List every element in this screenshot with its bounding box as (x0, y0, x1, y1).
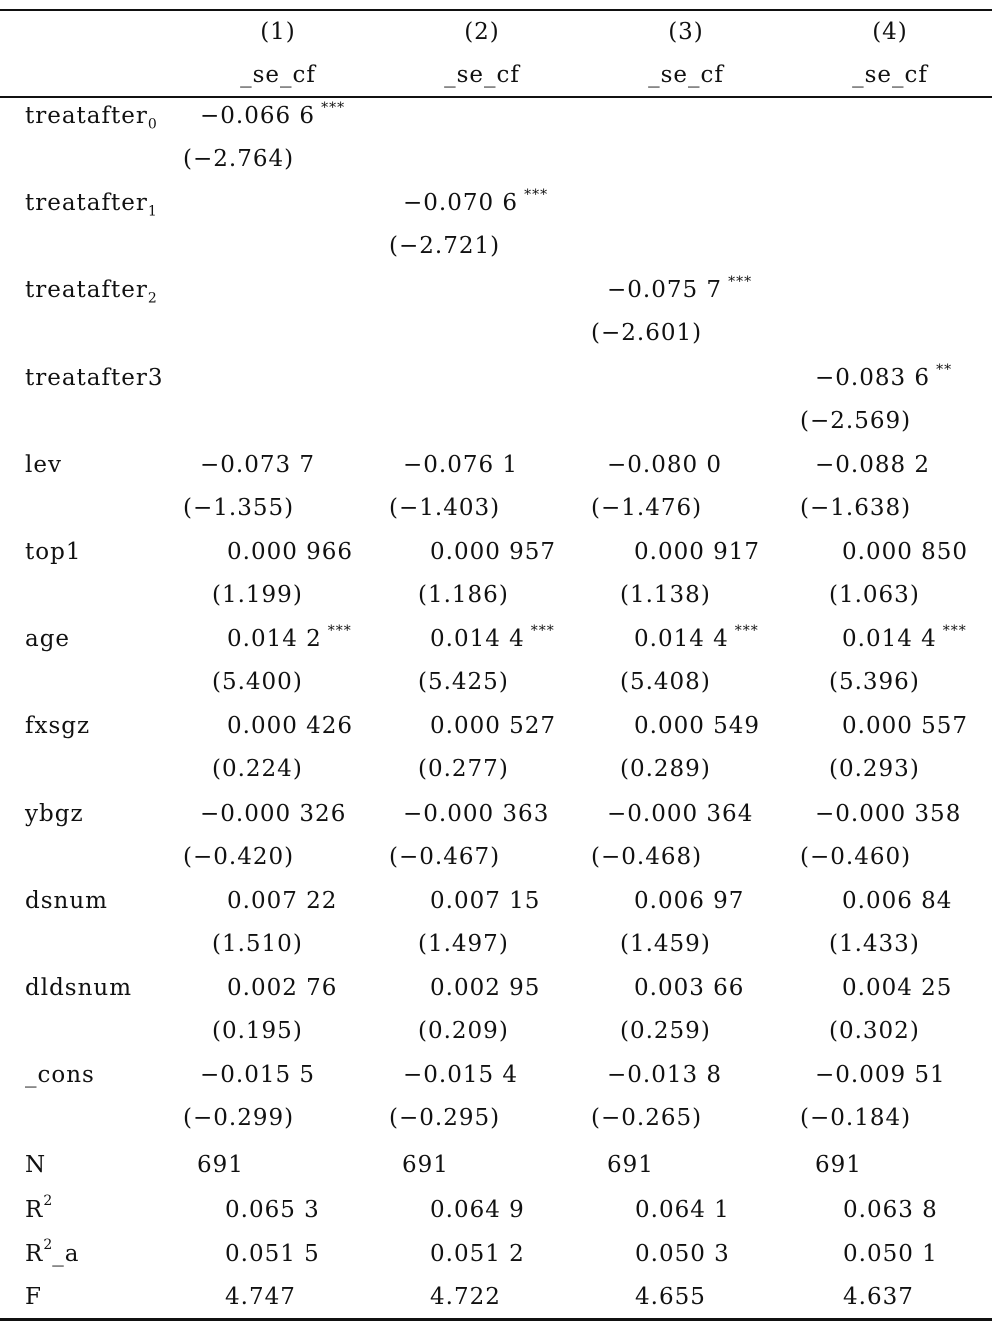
t-statistic: (0.302) (829, 1018, 920, 1044)
t-statistic: (−0.184) (800, 1105, 912, 1132)
stat-value: 0.065 3 (225, 1197, 320, 1223)
coefficient-cell (842, 968, 952, 1008)
t-statistic: (1.186) (418, 582, 509, 608)
column-number: (1) (260, 19, 296, 45)
variable-label: dldsnum (25, 975, 133, 1001)
t-statistic: (5.408) (620, 669, 711, 696)
coefficient-value: −0.000 363 (403, 800, 550, 827)
t-statistic: (0.277) (418, 756, 509, 783)
stat-label (25, 1234, 79, 1274)
coefficient-value: 0.014 4 (634, 626, 729, 653)
coefficient-value: −0.075 7 (607, 277, 723, 304)
coefficient-value: −0.070 6 (403, 190, 519, 217)
stat-value: 691 (607, 1152, 654, 1178)
significance-stars: ** (936, 361, 953, 378)
t-statistic: (0.195) (212, 1018, 303, 1044)
dependent-variable: _se_cf (240, 62, 316, 88)
variable-label: top1 (25, 539, 82, 565)
significance-stars: *** (327, 623, 352, 640)
coefficient-cell (815, 358, 952, 398)
t-statistic: (−0.299) (183, 1105, 295, 1132)
coefficient-value: 0.000 957 (430, 539, 557, 565)
coefficient-cell (607, 270, 752, 310)
variable-label: treatafter$_1$ (25, 190, 157, 220)
stat-value: 691 (402, 1152, 449, 1178)
variable-label: lev (25, 451, 62, 478)
variable-subscript: 2 (147, 290, 157, 307)
significance-stars: *** (530, 623, 555, 640)
t-statistic: (0.259) (620, 1018, 711, 1044)
significance-stars: *** (321, 100, 346, 116)
coefficient-cell (634, 968, 744, 1008)
significance-stars: *** (728, 274, 753, 291)
coefficient-value: 0.006 97 (634, 887, 745, 914)
coefficient-value: −0.080 0 (607, 451, 723, 478)
stat-value: 0.050 1 (843, 1241, 938, 1267)
coefficient-value: −0.066 6 (200, 103, 316, 129)
coefficient-cell (200, 1055, 315, 1095)
coefficient-cell (634, 706, 760, 746)
variable-label: treatafter$_2$ (25, 277, 157, 307)
coefficient-value: 0.007 22 (227, 887, 338, 914)
coefficient-value: 0.003 66 (634, 975, 745, 1001)
stat-value: 4.655 (635, 1284, 706, 1310)
coefficient-value: −0.083 6 (815, 364, 931, 391)
coefficient-value: −0.000 364 (607, 800, 754, 827)
stat-label-text: R (25, 1241, 44, 1267)
t-statistic: (1.199) (212, 582, 303, 608)
stat-value: 691 (197, 1152, 244, 1178)
coefficient-value: 0.000 966 (227, 539, 354, 565)
coefficient-cell (634, 532, 760, 572)
stat-value: 4.747 (225, 1284, 296, 1310)
dependent-variable: _se_cf (852, 62, 928, 88)
column-number: (2) (464, 19, 500, 45)
coefficient-value: 0.002 76 (227, 975, 338, 1001)
t-statistic: (−2.569) (800, 407, 912, 434)
variable-label: dsnum (25, 887, 108, 914)
t-statistic: (5.396) (829, 669, 920, 696)
coefficient-value: −0.000 358 (815, 800, 962, 827)
variable-label: treatafter3 (25, 364, 164, 391)
coefficient-cell (815, 445, 930, 485)
t-statistic: (−0.468) (591, 843, 703, 870)
coefficient-cell (634, 619, 759, 659)
coefficient-cell (403, 1055, 518, 1095)
stat-value: 4.722 (430, 1284, 501, 1310)
coefficient-cell (607, 1055, 722, 1095)
coefficient-value: 0.000 426 (227, 713, 354, 740)
stat-value: 0.064 1 (635, 1197, 730, 1223)
t-statistic: (−2.721) (389, 233, 501, 260)
t-statistic: (0.209) (418, 1018, 509, 1044)
t-statistic: (1.138) (620, 582, 711, 608)
t-statistic: (−0.460) (800, 843, 912, 870)
t-statistic: (−0.420) (183, 843, 295, 870)
coefficient-value: 0.014 4 (430, 626, 525, 653)
coefficient-cell (403, 445, 518, 485)
coefficient-cell (607, 794, 753, 834)
stat-value: 0.051 2 (430, 1241, 525, 1267)
coefficient-cell (430, 706, 556, 746)
t-statistic: (−1.355) (183, 494, 295, 521)
coefficient-value: 0.000 549 (634, 713, 761, 740)
stat-value: 0.050 3 (635, 1241, 730, 1267)
coefficient-value: 0.000 557 (842, 713, 969, 740)
coefficient-value: 0.007 15 (430, 887, 541, 914)
stat-label-text: N (25, 1152, 47, 1178)
coefficient-value: −0.076 1 (403, 451, 519, 478)
t-statistic: (0.293) (829, 756, 920, 783)
significance-stars: *** (942, 623, 967, 640)
coefficient-cell (815, 1055, 946, 1095)
t-statistic: (1.063) (829, 582, 920, 608)
stat-value: 0.063 8 (843, 1197, 938, 1223)
coefficient-cell (430, 619, 555, 659)
coefficient-cell (430, 968, 540, 1008)
coefficient-value: −0.000 326 (200, 800, 347, 827)
t-statistic: (−1.476) (591, 494, 703, 521)
dependent-variable: _se_cf (648, 62, 724, 88)
coefficient-cell (227, 881, 337, 921)
variable-label: ybgz (25, 800, 84, 827)
coefficient-cell (842, 881, 952, 921)
t-statistic: (1.433) (829, 930, 920, 957)
t-statistic: (1.459) (620, 930, 711, 957)
stat-value: 4.637 (843, 1284, 914, 1310)
stat-suffix: _a (52, 1241, 80, 1267)
dependent-variable: _se_cf (444, 62, 520, 88)
variable-subscript: 0 (147, 116, 157, 133)
variable-label: _cons (25, 1062, 95, 1089)
coefficient-cell (430, 881, 540, 921)
coefficient-cell (607, 445, 722, 485)
stat-value: 691 (815, 1152, 862, 1178)
stat-superscript: 2 (43, 1193, 53, 1210)
significance-stars: *** (524, 187, 549, 204)
coefficient-cell (815, 794, 961, 834)
variable-label: treatafter$_0$ (25, 103, 157, 133)
t-statistic: (0.289) (620, 756, 711, 783)
coefficient-value: −0.013 8 (607, 1062, 723, 1089)
coefficient-value: 0.014 2 (227, 626, 322, 653)
coefficient-cell (403, 183, 548, 223)
coefficient-cell (842, 532, 968, 572)
coefficient-cell (227, 968, 337, 1008)
coefficient-value: 0.014 4 (842, 626, 937, 653)
coefficient-value: −0.015 5 (200, 1062, 316, 1089)
t-statistic: (−2.764) (183, 146, 295, 172)
coefficient-cell (403, 794, 549, 834)
coefficient-value: 0.000 917 (634, 539, 761, 565)
t-statistic: (−2.601) (591, 320, 703, 347)
significance-stars: *** (734, 623, 759, 640)
stat-label (25, 1190, 52, 1230)
t-statistic: (5.400) (212, 669, 303, 696)
t-statistic: (−0.265) (591, 1105, 703, 1132)
coefficient-value: 0.006 84 (842, 887, 953, 914)
coefficient-cell (842, 619, 967, 659)
coefficient-cell (200, 445, 315, 485)
t-statistic: (−0.467) (389, 843, 501, 870)
coefficient-value: −0.073 7 (200, 451, 316, 478)
column-number: (4) (872, 19, 908, 45)
t-statistic: (1.510) (212, 930, 303, 957)
coefficient-cell (634, 881, 744, 921)
coefficient-cell (227, 706, 353, 746)
coefficient-value: 0.002 95 (430, 975, 541, 1001)
stat-value: 0.064 9 (430, 1197, 525, 1223)
coefficient-cell (430, 532, 556, 572)
coefficient-value: 0.000 527 (430, 713, 557, 740)
coefficient-value: 0.000 850 (842, 539, 969, 565)
stat-label (25, 1277, 42, 1317)
stat-superscript: 2 (43, 1237, 53, 1254)
coefficient-value: −0.009 51 (815, 1062, 946, 1089)
coefficient-cell (227, 619, 352, 659)
coefficient-cell (200, 794, 346, 834)
stat-label-text: R (25, 1197, 44, 1223)
stat-label-text: F (25, 1284, 42, 1310)
top-rule (0, 9, 992, 11)
t-statistic: (0.224) (212, 756, 303, 783)
stat-label (25, 1145, 46, 1185)
variable-subscript: 1 (147, 203, 157, 220)
t-statistic: (−1.403) (389, 494, 501, 521)
coefficient-cell (842, 706, 968, 746)
coefficient-value: −0.015 4 (403, 1062, 519, 1089)
variable-label: fxsgz (25, 713, 91, 740)
t-statistic: (1.497) (418, 930, 509, 957)
coefficient-cell (200, 96, 345, 136)
t-statistic: (−0.295) (389, 1105, 501, 1132)
bottom-rule (0, 1318, 992, 1321)
coefficient-value: −0.088 2 (815, 451, 931, 478)
variable-label: age (25, 626, 71, 653)
coefficient-value: 0.004 25 (842, 975, 953, 1001)
coefficient-cell (227, 532, 353, 572)
t-statistic: (5.425) (418, 669, 509, 696)
stat-value: 0.051 5 (225, 1241, 320, 1267)
t-statistic: (−1.638) (800, 494, 912, 521)
column-number: (3) (668, 19, 704, 45)
